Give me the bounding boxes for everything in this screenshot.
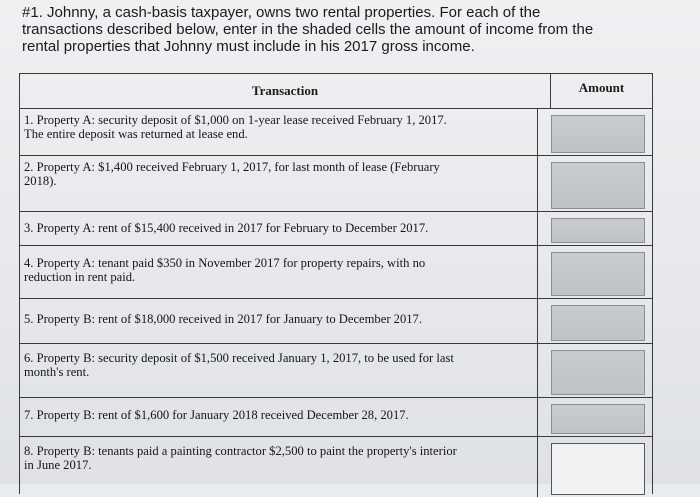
transaction-line: 6. Property B: security deposit of $1,500 received January 1, 2017, to be used for last <box>24 351 454 365</box>
amount-input-1[interactable] <box>551 115 645 153</box>
transaction-text <box>20 344 538 397</box>
transaction-line: 1. Property A: security deposit of $1,000 on 1-year lease received February 1, 2017. <box>24 113 447 127</box>
transaction-line: 2018). <box>24 174 57 188</box>
transactions-table <box>19 73 653 494</box>
transaction-line: 4. Property A: tenant paid $350 in November 2017 for property repairs, with no <box>24 256 426 270</box>
question-line-1: #1. Johnny, a cash-basis taxpayer, owns two rental properties. For each of the <box>22 4 541 21</box>
transaction-line: reduction in rent paid. <box>24 270 136 284</box>
table-row <box>20 298 652 343</box>
amount-input-2[interactable] <box>551 162 645 209</box>
transaction-line: 5. Property B: rent of $18,000 received in 2017 for January to December 2017. <box>24 312 422 326</box>
transaction-text <box>20 246 538 298</box>
table-row <box>20 343 652 397</box>
amount-input-3[interactable] <box>551 218 645 243</box>
table-row <box>20 397 652 436</box>
table-row <box>20 211 652 245</box>
transaction-line: The entire deposit was returned at lease end. <box>24 127 248 141</box>
table-row <box>20 245 652 298</box>
transaction-text <box>20 212 538 245</box>
question-line-2: transactions described below, enter in the shaded cells the amount of income from the <box>22 21 594 38</box>
amount-input-6[interactable] <box>551 350 645 395</box>
header-amount: Amount <box>578 80 625 95</box>
transaction-line: 3. Property A: rent of $15,400 received in 2017 for February to December 2017. <box>24 221 429 235</box>
transaction-line: 7. Property B: rent of $1,600 for January 2018 received December 28, 2017. <box>24 408 409 422</box>
table-row <box>20 436 652 497</box>
transaction-line: in June 2017. <box>24 458 92 472</box>
transaction-text <box>20 437 538 497</box>
question-line-3: rental properties that Johnny must include in his 2017 gross income. <box>22 38 475 55</box>
transaction-text <box>20 109 538 155</box>
table-row <box>20 108 652 155</box>
table-row <box>20 155 652 211</box>
amount-input-7[interactable] <box>551 404 645 434</box>
amount-input-4[interactable] <box>551 252 645 296</box>
transaction-text <box>20 398 538 436</box>
question-text <box>22 4 662 55</box>
transaction-text <box>20 156 538 211</box>
header-transaction: Transaction <box>20 74 551 108</box>
amount-input-8[interactable] <box>551 443 645 495</box>
amount-input-5[interactable] <box>551 305 645 341</box>
transaction-text <box>20 299 538 343</box>
transaction-line: 2. Property A: $1,400 received February 1, 2017, for last month of lease (February <box>24 160 440 174</box>
transaction-line: month's rent. <box>24 365 90 379</box>
transaction-line: 8. Property B: tenants paid a painting contractor $2,500 to paint the property's interior <box>24 444 457 458</box>
